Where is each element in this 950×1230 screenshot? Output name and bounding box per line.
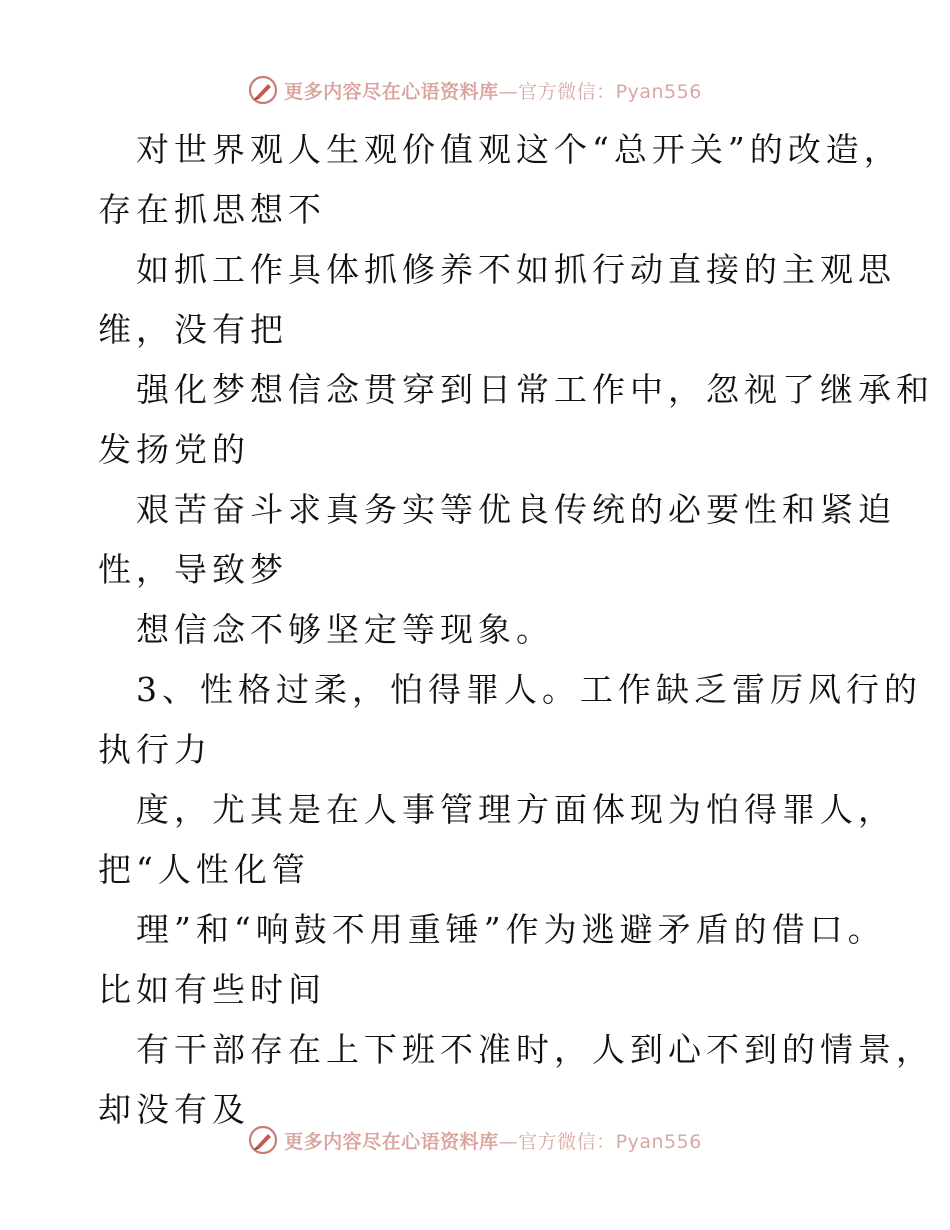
quill-pen-logo-icon	[248, 1125, 278, 1155]
body-line: 把“人性化管	[98, 850, 310, 889]
body-line: 强化梦想信念贯穿到日常工作中，忽视了继承和	[136, 370, 934, 409]
body-line: 执行力	[98, 730, 212, 769]
body-line: 度，尤其是在人事管理方面体现为怕得罪人，	[136, 790, 896, 829]
body-line: 理”和“响鼓不用重锤”作为逃避矛盾的借口。	[136, 910, 886, 949]
header-watermark	[0, 70, 950, 110]
body-line: 维，没有把	[98, 310, 288, 349]
body-line: 想信念不够坚定等现象。	[136, 610, 554, 649]
watermark-contact: 官方微信：Pyan556	[518, 1130, 702, 1153]
watermark-brand: 更多内容尽在心语资料库	[284, 80, 499, 103]
watermark-text	[284, 77, 702, 104]
body-line: 存在抓思想不	[98, 190, 326, 229]
document-body	[98, 120, 934, 1140]
body-line: 发扬党的	[98, 430, 250, 469]
body-line: 却没有及	[98, 1090, 250, 1129]
body-line: 3、性格过柔，怕得罪人。工作缺乏雷厉风行的	[136, 670, 922, 709]
body-line: 性，导致梦	[98, 550, 288, 589]
watermark-dash: —	[498, 1130, 519, 1153]
body-line: 如抓工作具体抓修养不如抓行动直接的主观思	[136, 250, 896, 289]
footer-watermark	[0, 1120, 950, 1160]
body-line: 艰苦奋斗求真务实等优良传统的必要性和紧迫	[136, 490, 896, 529]
watermark-brand: 更多内容尽在心语资料库	[284, 1130, 499, 1153]
body-line: 比如有些时间	[98, 970, 326, 1009]
body-line: 对世界观人生观价值观这个“总开关”的改造，	[136, 130, 902, 169]
watermark-text	[284, 1127, 702, 1154]
quill-pen-logo-icon	[248, 75, 278, 105]
watermark-dash: —	[498, 80, 519, 103]
watermark-contact: 官方微信：Pyan556	[518, 80, 702, 103]
body-line: 有干部存在上下班不准时，人到心不到的情景，	[136, 1030, 934, 1069]
